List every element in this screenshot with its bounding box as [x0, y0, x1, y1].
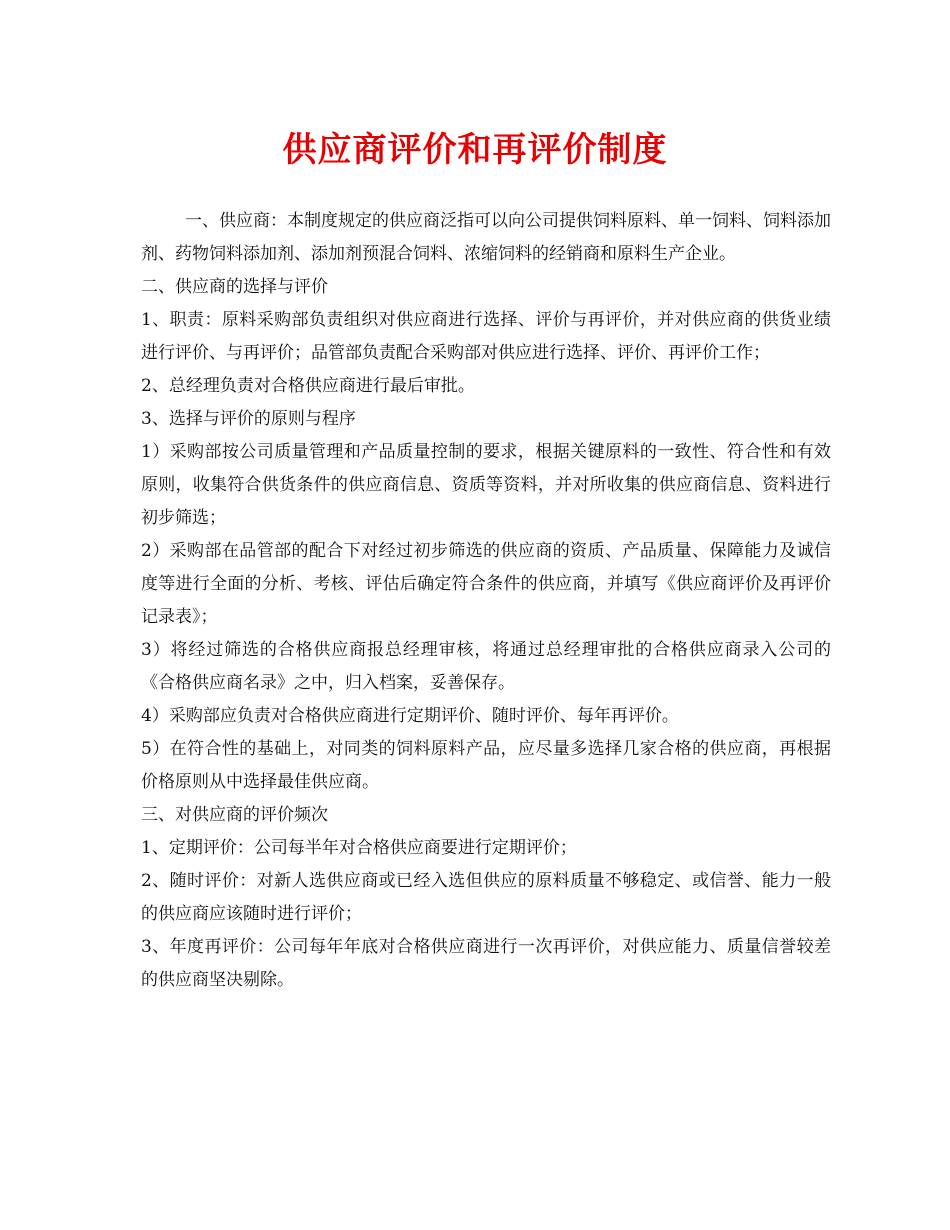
paragraph-responsibility: 1、职责：原料采购部负责组织对供应商进行选择、评价与再评价，并对供应商的供货业绩进行评价、与再评价；品管部负责配合采购部对供应进行选择、评价、再评价工作；	[141, 310, 831, 363]
paragraph-periodic-review: 1、定期评价：公司每半年对合格供应商要进行定期评价；	[141, 838, 577, 858]
paragraph-step-5: 5）在符合性的基础上，对同类的饲料原料产品，应尽量多选择几家合格的供应商，再根据价格原则从中选择最佳供应商。	[141, 739, 831, 792]
section-heading-selection: 二、供应商的选择与评价	[141, 277, 328, 297]
paragraph-step-1: 1）采购部按公司质量管理和产品质量控制的要求，根据关键原料的一致性、符合性和有效原则，收集符合供货条件的供应商信息、资质等资料，并对所收集的供应商信息、资料进行初步筛选；	[141, 442, 831, 528]
paragraph-annual-review: 3、年度再评价：公司每年年底对合格供应商进行一次再评价，对供应能力、质量信誉较差的供应商坚决剔除。	[141, 937, 831, 990]
document-title: 供应商评价和再评价制度	[282, 130, 668, 170]
paragraph-definition: 一、供应商：本制度规定的供应商泛指可以向公司提供饲料原料、单一饲料、饲料添加剂、药物饲料添加剂、添加剂预混合饲料、浓缩饲料的经销商和原料生产企业。	[141, 211, 831, 264]
paragraph-step-3: 3）将经过筛选的合格供应商报总经理审核，将通过总经理审批的合格供应商录入公司的《合格供应商名录》之中，归入档案，妥善保存。	[141, 640, 831, 693]
paragraph-approval: 2、总经理负责对合格供应商进行最后审批。	[141, 376, 475, 396]
paragraph-step-2: 2）采购部在品管部的配合下对经过初步筛选的供应商的资质、产品质量、保障能力及诚信度等进行全面的分析、考核、评估后确定符合条件的供应商，并填写《供应商评价及再评价记录表》；	[141, 541, 831, 627]
paragraph-step-4: 4）采购部应负责对合格供应商进行定期评价、随时评价、每年再评价。	[141, 706, 679, 726]
subsection-heading-principles: 3、选择与评价的原则与程序	[141, 409, 356, 429]
document-body	[141, 205, 831, 997]
paragraph-adhoc-review: 2、随时评价：对新人选供应商或已经入选但供应的原料质量不够稳定、或信誉、能力一般的供应商应该随时进行评价；	[141, 871, 831, 924]
section-heading-frequency: 三、对供应商的评价频次	[141, 805, 328, 825]
